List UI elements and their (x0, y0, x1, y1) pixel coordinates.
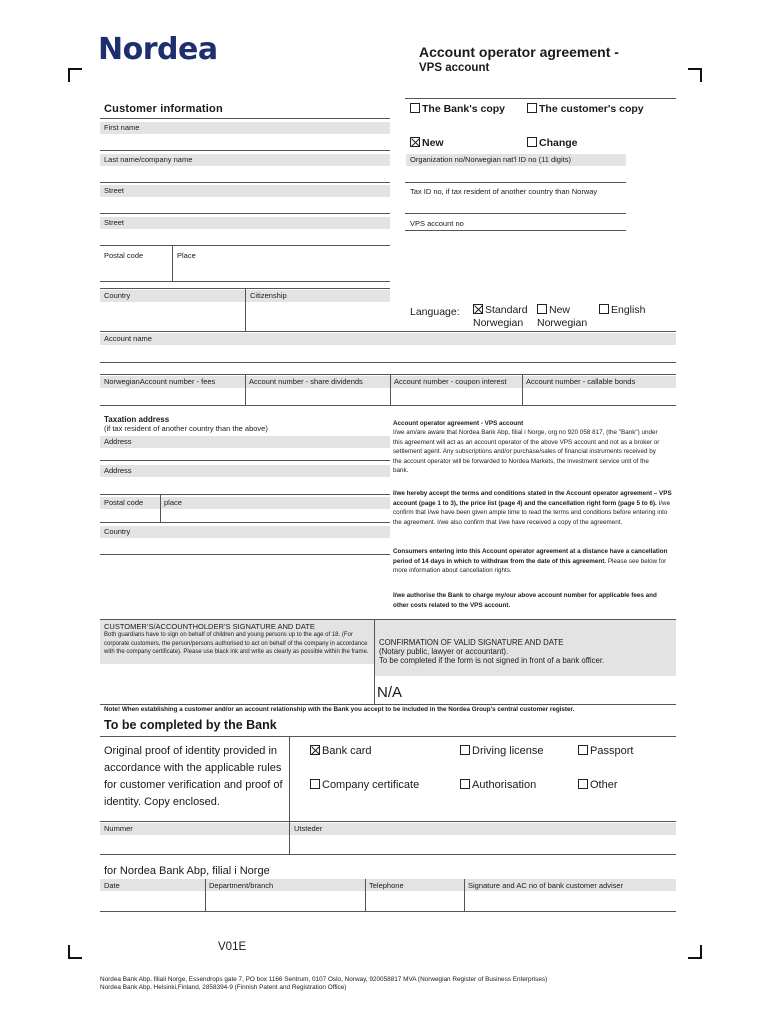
nordea-section-title: for Nordea Bank Abp, filial i Norge (104, 865, 270, 877)
checkbox-icon (310, 779, 320, 789)
checked-box-icon (473, 304, 483, 314)
language-label: Language: (410, 306, 460, 318)
department-label: Department/branch (209, 881, 274, 890)
agreement-paragraph-4: I/we authorise the Bank to charge my/our above account number for applicable fees and other costs related to the VPS account. (393, 592, 657, 609)
divider (100, 494, 390, 495)
divider (100, 460, 390, 461)
confirmation-subtitle-1: (Notary public, lawyer or accountant). (379, 647, 509, 656)
proof-text: Original proof of identity provided in accordance with the applicable rules for customer verification and proof of identity. Copy enclosed. (104, 745, 283, 808)
divider (245, 374, 246, 406)
divider (100, 331, 676, 332)
checked-box-icon (410, 137, 420, 147)
divider (405, 98, 676, 99)
divider (100, 281, 390, 282)
divider (100, 374, 676, 375)
divider (100, 288, 390, 289)
confirmation-title: CONFIRMATION OF VALID SIGNATURE AND DATE (379, 638, 564, 647)
footer-line-1: Nordea Bank Abp, filiali Norge, Essendrops gate 7, PO box 1166 Sentrum, 0107 Oslo, Norway, 920058817 MVA (Norwegian Register of Business Enterprises) (100, 976, 548, 983)
divider (100, 854, 676, 855)
language-english-checkbox[interactable]: English (599, 304, 645, 316)
agreement-paragraph-3: Consumers entering into this Account operator agreement at a distance have a cancellation period of 14 days in which to withdraw from the date of this agreement. Please see below for more information about cancellation rights. (393, 548, 668, 574)
divider (100, 554, 390, 555)
utsteder-field[interactable]: Utsteder (290, 823, 676, 835)
signature-title: CUSTOMER’S/ACCOUNTHOLDER’S SIGNATURE AND DATE (104, 622, 315, 631)
new-checkbox[interactable]: New (410, 137, 444, 149)
bank-copy-checkbox[interactable]: The Bank's copy (410, 103, 505, 115)
taxation-title: Taxation address (104, 415, 170, 424)
passport-checkbox[interactable]: Passport (578, 745, 633, 757)
divider (100, 118, 390, 119)
checkbox-icon (578, 745, 588, 755)
taxation-place-label: place (164, 498, 182, 507)
org-no-field[interactable]: Organization no/Norwegian nat'l ID no (11 digits) (406, 154, 626, 166)
corner-mark-top-left (68, 68, 82, 82)
checkbox-icon (537, 304, 547, 314)
tax-id-label: Tax ID no, if tax resident of another country than Norway (410, 187, 598, 196)
divider (100, 736, 676, 737)
corner-mark-bottom-right (688, 945, 702, 959)
divider (100, 821, 676, 822)
divider (100, 522, 390, 523)
form-title: Account operator agreement - (419, 44, 619, 60)
divider (100, 150, 390, 151)
checked-box-icon (310, 745, 320, 755)
divider (100, 362, 676, 363)
checkbox-icon (527, 103, 537, 113)
na-text: N/A (377, 684, 403, 701)
taxation-address-field-2[interactable]: Address (100, 465, 390, 477)
footer-line-2: Nordea Bank Abp, Helsinki,Finland, 2858394-9 (Finnish Patent and Registration Office) (100, 984, 347, 991)
taxation-address-field-1[interactable]: Address (100, 436, 390, 448)
divider (100, 245, 390, 246)
taxation-country-field[interactable]: Country (100, 526, 390, 538)
citizenship-field[interactable]: Citizenship (246, 290, 390, 302)
agreement-paragraph-2: I/we hereby accept the terms and conditions stated in the Account operator agreement – VPS account (page 1 to 3), the price list (page 4) and the cancellation right form (page 5 to 6). I/we confirm that I/we have been given ample time to read the terms and conditions before entering into the agreement. I/we also confirm that I/we have received a copy of the agreement. (393, 490, 672, 526)
divider (522, 374, 523, 406)
divider (390, 374, 391, 406)
customer-copy-checkbox[interactable]: The customer's copy (527, 103, 644, 115)
corner-mark-top-right (688, 68, 702, 82)
register-note: Note! When establishing a customer and/or an account relationship with the Bank you accept to be included in the Nordea Group’s central customer register. (104, 706, 575, 713)
divider (100, 213, 390, 214)
divider (464, 879, 465, 912)
checkbox-icon (460, 779, 470, 789)
divider (100, 704, 676, 705)
divider (100, 405, 676, 406)
checkbox-icon (460, 745, 470, 755)
driving-license-checkbox[interactable]: Driving license (460, 745, 544, 757)
version-label: V01E (218, 941, 247, 953)
authorisation-checkbox[interactable]: Authorisation (460, 779, 536, 791)
divider (172, 245, 173, 281)
nordea-logo: Nordea (98, 32, 218, 67)
checkbox-icon (410, 103, 420, 113)
account-dividends-label: Account number - share dividends (249, 377, 363, 386)
street-field-2[interactable]: Street (100, 217, 390, 229)
postal-code-label: Postal code (104, 251, 144, 260)
agreement-title: Account operator agreement - VPS account (393, 420, 524, 427)
taxation-subtitle: (if tax resident of another country than the above) (104, 424, 268, 433)
bank-card-checkbox[interactable]: Bank card (310, 745, 372, 757)
signature-description: Both guardians have to sign on behalf of children and young persons up to the age of 18. (For corporate customers, the person/persons authorised to act on behalf of the company in accordance with the company certificate). Please use black ink and write as clearly as possible within the frame. (104, 632, 369, 655)
divider (365, 879, 366, 912)
checkbox-icon (599, 304, 609, 314)
divider (160, 494, 161, 522)
language-standard-norwegian-checkbox[interactable]: Standard Norwegian (473, 304, 528, 329)
checkbox-icon (578, 779, 588, 789)
account-name-field[interactable]: Account name (100, 333, 676, 345)
country-field[interactable]: Country (100, 290, 245, 302)
language-new-norwegian-checkbox[interactable]: New Norwegian (537, 304, 588, 329)
divider (405, 230, 626, 231)
divider (289, 736, 290, 854)
other-checkbox[interactable]: Other (578, 779, 618, 791)
last-name-field[interactable]: Last name/company name (100, 154, 390, 166)
first-name-field[interactable]: First name (100, 122, 390, 134)
place-label: Place (177, 251, 196, 260)
account-coupon-label: Account number - coupon interest (394, 377, 507, 386)
divider (245, 288, 246, 332)
adviser-signature-label: Signature and AC no of bank customer adviser (468, 881, 624, 890)
form-subtitle: VPS account (419, 62, 490, 74)
checkbox-icon (527, 137, 537, 147)
customer-info-title: Customer information (104, 103, 223, 115)
nummer-field[interactable]: Nummer (100, 823, 289, 835)
confirmation-subtitle-2: To be completed if the form is not signed in front of a bank officer. (379, 656, 605, 665)
corner-mark-bottom-left (68, 945, 82, 959)
divider (405, 213, 626, 214)
agreement-paragraph-1: I/we am/are aware that Nordea Bank Abp, filial i Norge, org no 920 058 817, (the "Bank") under this agreement will act as an account operator of the above VPS account and not as a broker or settlement agent. Any subscriptions and/or purchase/sales of financial instruments received by the account operator will be forwarded to Nordea Markets, the investment service unit of the bank. (393, 429, 660, 474)
bank-section-title: To be completed by the Bank (104, 718, 277, 732)
divider (205, 879, 206, 912)
vps-account-label: VPS account no (410, 219, 464, 228)
taxation-postal-code-field[interactable]: Postal code (100, 497, 390, 509)
divider (100, 182, 390, 183)
company-certificate-checkbox[interactable]: Company certificate (310, 779, 419, 791)
account-callable-label: Account number - callable bonds (526, 377, 636, 386)
divider (405, 182, 626, 183)
divider (100, 911, 676, 912)
change-checkbox[interactable]: Change (527, 137, 578, 149)
telephone-label: Telephone (369, 881, 404, 890)
account-fees-label: NorwegianAccount number - fees (104, 377, 216, 386)
date-label: Date (104, 881, 120, 890)
street-field-1[interactable]: Street (100, 185, 390, 197)
